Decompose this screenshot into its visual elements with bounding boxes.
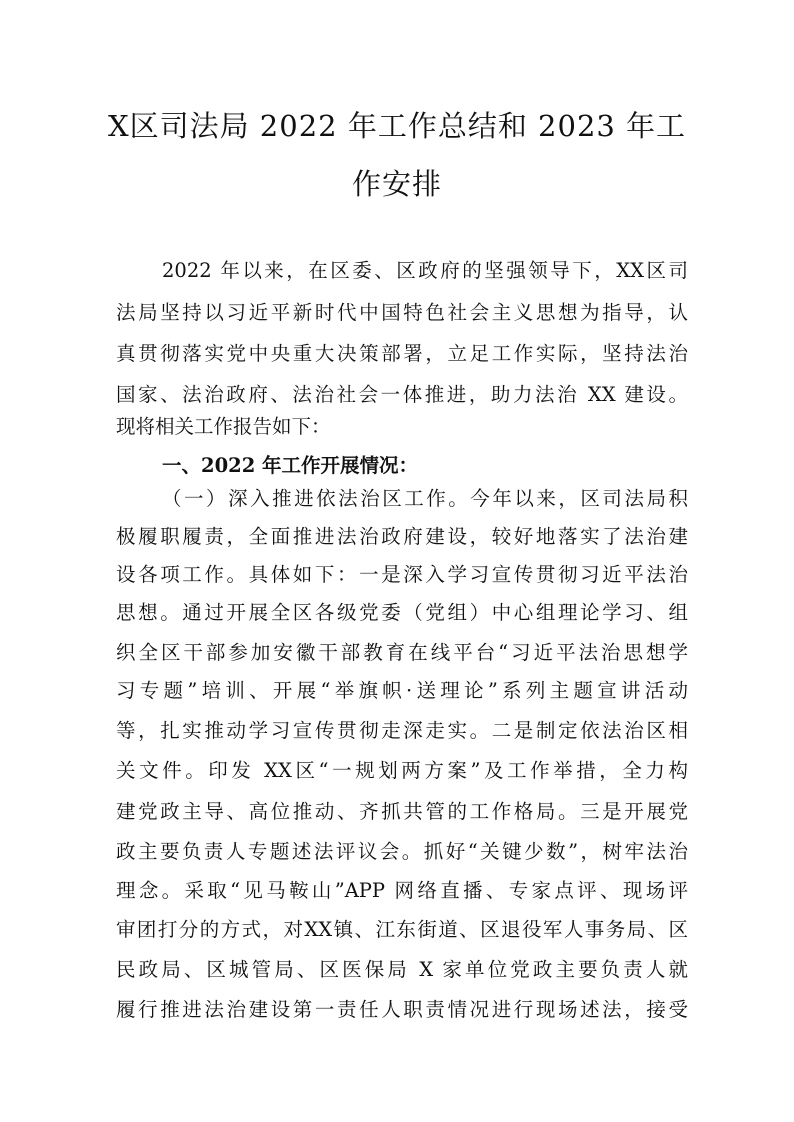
section-body-line: 建党政主导、高位推动、齐抓共管的工作格局。三是开展党 <box>116 800 688 823</box>
document-title-line-1: X区司法局 2022 年工作总结和 2023 年工 <box>107 109 687 143</box>
section-body-line: 设各项工作。具体如下：一是深入学习宣传贯彻习近平法治 <box>116 563 688 586</box>
section-body-line: 习专题”培训、开展“举旗帜·送理论”系列主题宣讲活动 <box>116 679 688 702</box>
section-body-line: 民政局、区城管局、区医保局 X 家单位党政主要负责人就 <box>116 958 688 981</box>
section-body-line: 等，扎实推动学习宣传贯彻走深走实。二是制定依法治区相 <box>116 719 688 742</box>
section-body-line: 审团打分的方式，对XX镇、江东街道、区退役军人事务局、区 <box>116 918 688 941</box>
section-body-line: 关文件。印发 XX区“一规划两方案”及工作举措，全力构 <box>116 759 688 782</box>
intro-paragraph-line: 现将相关工作报告如下： <box>116 415 331 438</box>
section-body-line: 履行推进法治建设第一责任人职责情况进行现场述法，接受 <box>116 998 688 1021</box>
section-body-line: 织全区干部参加安徽干部教育在线平台“习近平法治思想学 <box>116 641 688 664</box>
section-body-line: （一）深入推进依法治区工作。今年以来，区司法局积 <box>162 487 688 510</box>
section-body-line: 理念。采取“见马鞍山”APP 网络直播、专家点评、现场评 <box>116 879 688 902</box>
section-heading: 一、2022 年工作开展情况： <box>162 454 419 477</box>
section-body-line: 极履职履责，全面推进法治政府建设，较好地落实了法治建 <box>116 525 688 548</box>
intro-paragraph-line: 国家、法治政府、法治社会一体推进，助力法治 XX 建设。 <box>116 383 688 406</box>
section-body-line: 思想。通过开展全区各级党委（党组）中心组理论学习、组 <box>116 601 688 624</box>
intro-paragraph-line: 真贯彻落实党中央重大决策部署，立足工作实际，坚持法治 <box>116 342 688 365</box>
section-body-line: 政主要负责人专题述法评议会。抓好“关键少数”，树牢法治 <box>116 840 688 863</box>
intro-paragraph-line: 法局坚持以习近平新时代中国特色社会主义思想为指导，认 <box>116 301 688 324</box>
intro-paragraph-line: 2022 年以来，在区委、区政府的坚强领导下，XX区司 <box>162 259 688 282</box>
document-title-line-2: 作安排 <box>351 167 442 201</box>
